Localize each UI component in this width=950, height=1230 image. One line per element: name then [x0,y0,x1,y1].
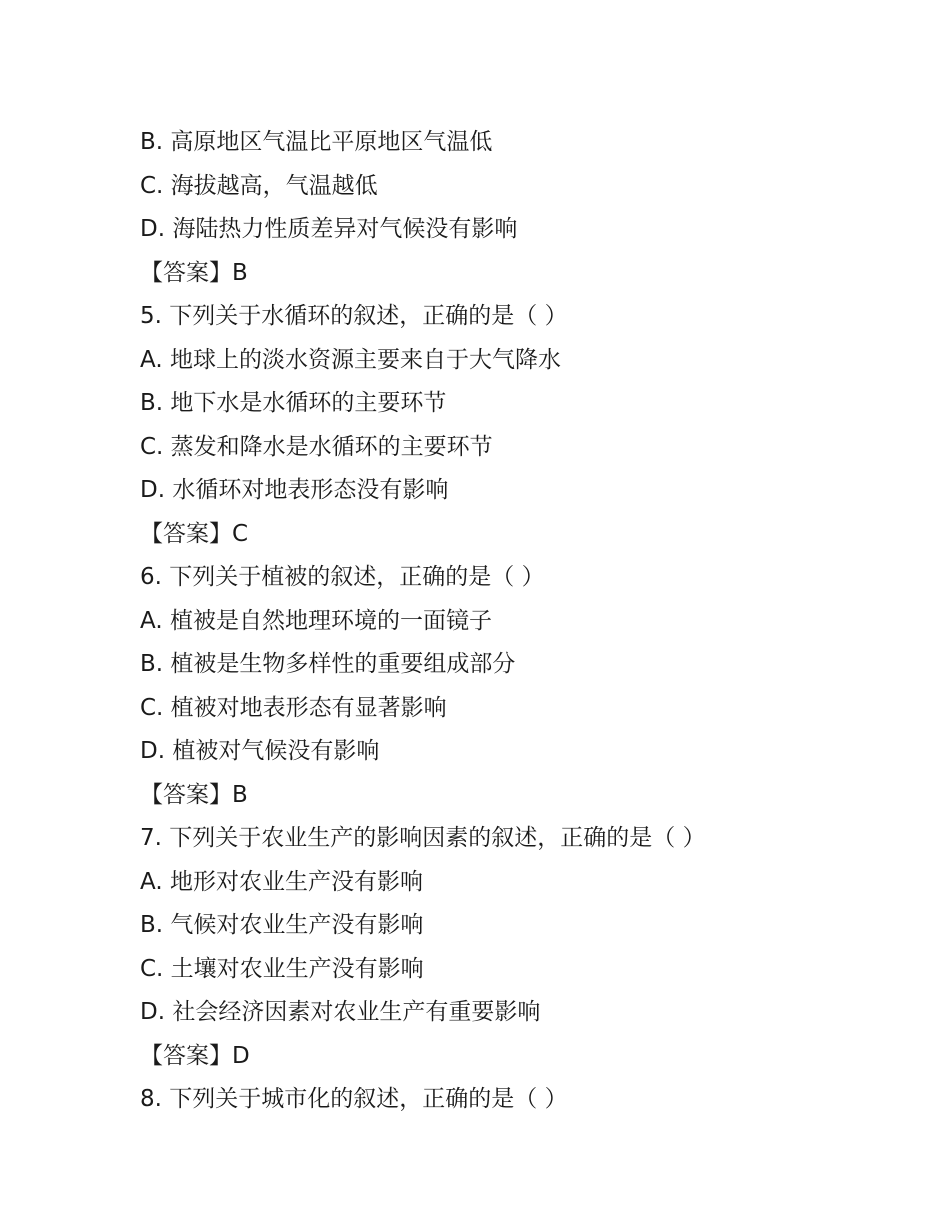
option-line: D. 社会经济因素对农业生产有重要影响 [140,999,541,1025]
option-line: B. 地下水是水循环的主要环节 [140,390,447,416]
option-line: C. 植被对地表形态有显著影响 [140,694,447,721]
option-line: A. 地形对农业生产没有影响 [140,868,423,895]
answer-line: 【答案】B [140,259,248,286]
option-line: D. 植被对气候没有影响 [140,738,380,764]
question-line: 5. 下列关于水循环的叙述，正确的是（ ） [140,303,568,329]
document-content [140,121,860,1122]
option-line: B. 气候对农业生产没有影响 [140,912,424,938]
option-line: C. 蒸发和降水是水循环的主要环节 [140,433,493,460]
option-line: A. 植被是自然地理环境的一面镜子 [140,607,492,634]
answer-line: 【答案】C [140,520,249,547]
question-line: 6. 下列关于植被的叙述，正确的是（ ） [140,564,545,590]
question-line: 8. 下列关于城市化的叙述，正确的是（ ） [140,1086,568,1112]
option-line: C. 海拔越高，气温越低 [140,172,378,199]
option-line: A. 地球上的淡水资源主要来自于大气降水 [140,346,561,373]
option-line: B. 高原地区气温比平原地区气温低 [140,129,493,155]
option-line: D. 海陆热力性质差异对气候没有影响 [140,216,518,242]
option-line: C. 土壤对农业生产没有影响 [140,955,424,982]
answer-line: 【答案】B [140,781,248,808]
question-line: 7. 下列关于农业生产的影响因素的叙述，正确的是（ ） [140,825,706,851]
answer-line: 【答案】D [140,1042,250,1069]
option-line: B. 植被是生物多样性的重要组成部分 [140,651,516,677]
option-line: D. 水循环对地表形态没有影响 [140,477,449,503]
